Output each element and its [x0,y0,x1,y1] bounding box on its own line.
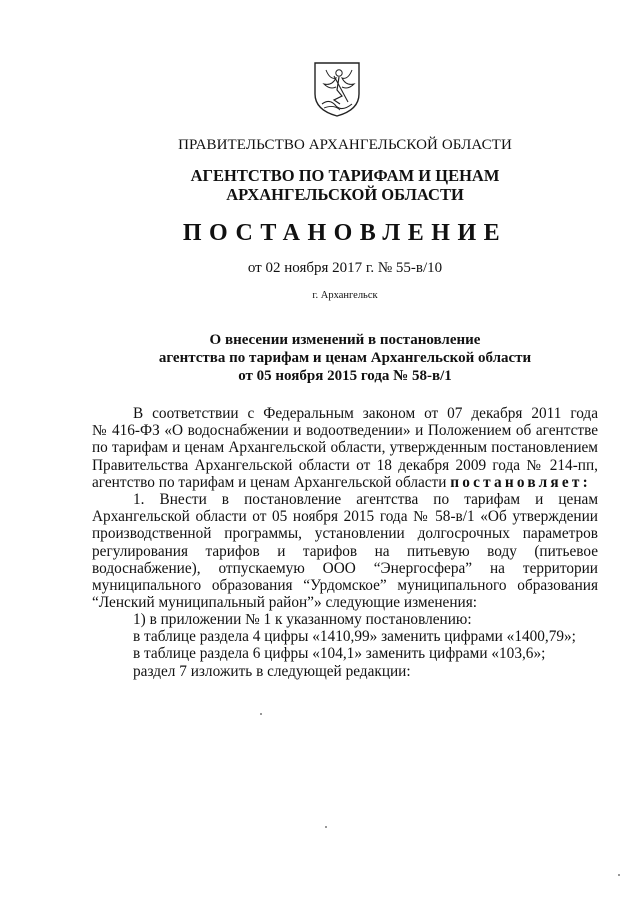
scan-speck [618,874,620,876]
preamble-line2: № 416-ФЗ «О водоснабжении и водоотведении» и Положением об агентстве [92,422,598,440]
item1-line7: “Ленский муниципальный район”» следующие изменения: [92,594,478,612]
document-title [0,331,640,385]
title-line2: агентства по тарифам и ценам Архангельской области [158,350,532,366]
agency-name [0,166,640,204]
resolves-word: постановляет: [450,473,591,491]
preamble-line5-text: агентство по тарифам и ценам Архангельской области [92,473,447,491]
preamble-line4: Правительства Архангельской области от 18 декабря 2009 года № 214-пп, [92,456,598,474]
paragraph-item-1 [92,491,598,611]
preamble-line3: по тарифам и ценам Архангельской области, утвержденным постановлением [92,439,598,457]
scan-speck [260,713,262,715]
amendment-subitem: 1) в приложении № 1 к указанному постановлению: [133,611,472,628]
item1-line1: 1. Внести в постановление агентства по тарифам и ценам [133,491,598,508]
title-line1: О внесении изменений в постановление [209,332,481,348]
amendment-section6: в таблице раздела 6 цифры «104,1» заменить цифрами «103,6»; [133,645,546,663]
item1-line2: Архангельской области от 05 ноября 2015 года № 58-в/1 «Об утверждении [92,508,598,526]
document-date-number: от 02 ноября 2017 г. № 55-в/10 [247,260,443,276]
agency-name-line2: АРХАНГЕЛЬСКОЙ ОБЛАСТИ [226,185,464,204]
paragraph-preamble [92,405,598,491]
item1-line6: муниципального образования “Урдомское” муниципального образования [92,576,598,594]
amendment-section4: в таблице раздела 4 цифры «1410,99» заменить цифрами «1400,79»; [133,628,576,646]
archangel-coat-of-arms-icon [312,60,362,118]
preamble-line1: В соответствии с Федеральным законом от 07 декабря 2011 года [133,405,598,422]
amendments-list [92,611,598,680]
preamble-line5 [92,474,598,491]
government-name: ПРАВИТЕЛЬСТВО АРХАНГЕЛЬСКОЙ ОБЛАСТИ [178,137,512,153]
item1-line5: водоснабжение), отпускаемую ООО “Энергосфера” на территории [92,559,598,577]
document-type: ПОСТАНОВЛЕНИЕ [182,220,508,246]
document-city: г. Архангельск [312,290,378,301]
amendment-section7: раздел 7 изложить в следующей редакции: [133,662,411,680]
agency-name-line1: АГЕНТСТВО ПО ТАРИФАМ И ЦЕНАМ [190,166,500,185]
item1-line3: производственной программы, установлении долгосрочных параметров [92,525,598,543]
title-line3: от 05 ноября 2015 года № 58-в/1 [238,368,452,384]
scan-speck [325,826,327,828]
item1-line4: регулирования тарифов и тарифов на питьевую воду (питьевое [92,542,598,560]
